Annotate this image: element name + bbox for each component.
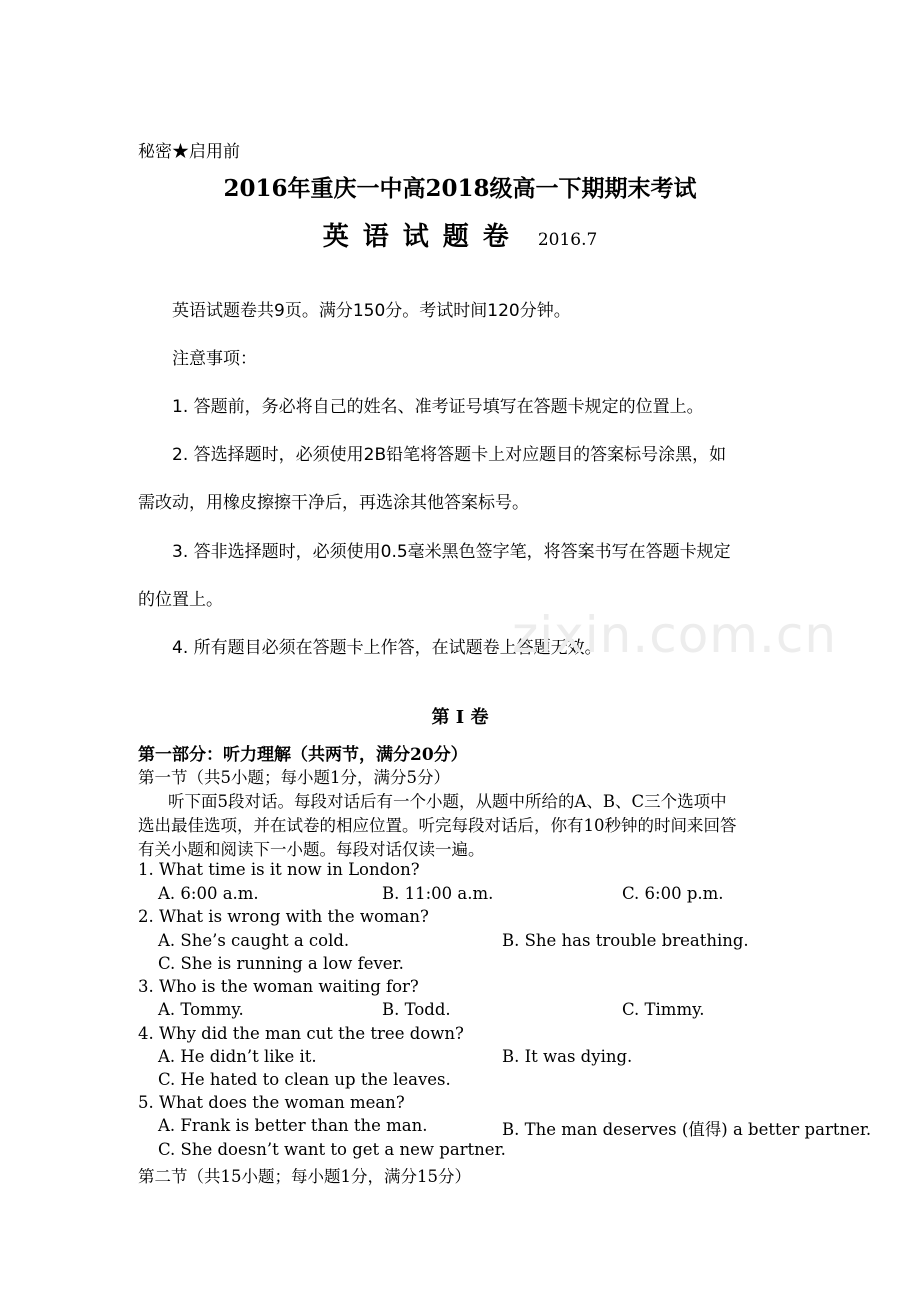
part-title: 第一部分：听力理解（共两节，满分20分） — [138, 745, 468, 765]
option-c: C. He hated to clean up the leaves. — [158, 1070, 451, 1089]
option-b: B. It was dying. — [502, 1047, 633, 1066]
option-b: B. The man deserves (值得) a better partner. — [502, 1120, 872, 1139]
section-title: 第一节（共5小题；每小题1分，满分5分） — [138, 768, 450, 787]
question-stem: 4. Why did the man cut the tree down? — [138, 1024, 464, 1043]
question-stem: 1. What time is it now in London? — [138, 860, 420, 879]
question-stem: 2. What is wrong with the woman? — [138, 907, 429, 926]
option-c: C. She is running a low fever. — [158, 954, 404, 973]
option-a: A. Frank is better than the man. — [158, 1116, 428, 1135]
option-b: B. 11:00 a.m. — [382, 884, 494, 903]
paper-subtitle: 英语试题卷 — [322, 222, 523, 252]
option-b: B. Todd. — [382, 1000, 451, 1019]
confidential-mark: 秘密★启用前 — [138, 142, 240, 162]
intro-text: 英语试题卷共9页。满分150分。考试时间120分钟。 — [172, 301, 571, 321]
option-a: A. She’s caught a cold. — [158, 931, 350, 950]
notice-heading: 注意事项： — [172, 349, 257, 369]
exam-title: 2016年重庆一中高2018级高一下期期末考试 — [223, 175, 697, 202]
instruction-line: 选出最佳选项，并在试卷的相应位置。听完每段对话后，你有10秒钟的时间来回答 — [138, 816, 737, 835]
question-stem: 3. Who is the woman waiting for? — [138, 977, 419, 996]
question-stem: 5. What does the woman mean? — [138, 1093, 405, 1112]
option-c: C. She doesn’t want to get a new partner. — [158, 1140, 506, 1159]
option-a: A. He didn’t like it. — [158, 1047, 317, 1066]
option-c: C. 6:00 p.m. — [622, 884, 724, 903]
option-b: B. She has trouble breathing. — [502, 931, 749, 950]
exam-date: 2016.7 — [537, 230, 598, 250]
watermark: zixin.com.cn — [512, 606, 838, 664]
volume-heading: 第 I 卷 — [431, 707, 489, 728]
notice-item: 3. 答非选择题时，必须使用0.5毫米黑色签字笔，将答案书写在答题卡规定 — [172, 542, 731, 562]
instruction-line: 有关小题和阅读下一小题。每段对话仅读一遍。 — [138, 840, 485, 859]
option-c: C. Timmy. — [622, 1000, 705, 1019]
notice-item: 需改动，用橡皮擦擦干净后，再选涂其他答案标号。 — [138, 493, 529, 513]
instruction-line: 听下面5段对话。每段对话后有一个小题，从题中所给的A、B、C三个选项中 — [168, 792, 727, 811]
section-title: 第二节（共15小题；每小题1分，满分15分） — [138, 1167, 471, 1186]
notice-item: 4. 所有题目必须在答题卡上作答，在试题卷上答题无效。 — [172, 638, 602, 658]
option-a: A. Tommy. — [158, 1000, 244, 1019]
notice-item: 的位置上。 — [138, 590, 223, 610]
notice-item: 2. 答选择题时，必须使用2B铅笔将答题卡上对应题目的答案标号涂黑，如 — [172, 445, 727, 465]
subtitle-row — [0, 216, 920, 253]
option-a: A. 6:00 a.m. — [158, 884, 259, 903]
notice-item: 1. 答题前，务必将自己的姓名、准考证号填写在答题卡规定的位置上。 — [172, 397, 704, 417]
